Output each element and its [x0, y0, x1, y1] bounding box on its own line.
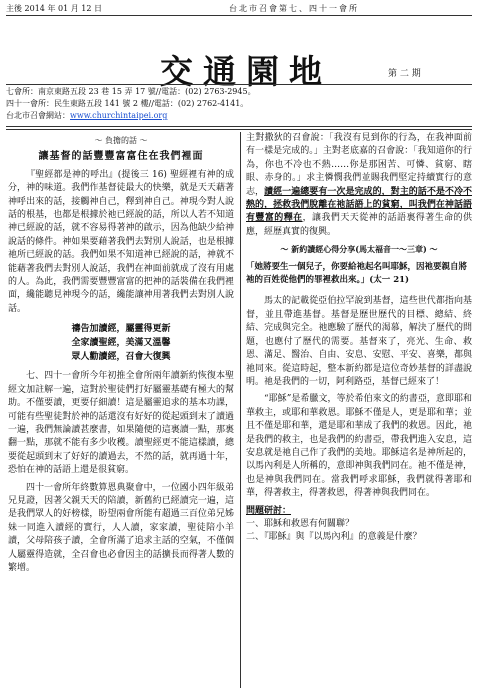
- paragraph: 七、四十一會所今年初推全會所兩年讀新約恢復本聖經文加註解一遍，這對於聖徒們打好屬靈基礎有極大的幫助。不僅要讀，更要仔細讀！這是屬靈追求的基本功課，可能有些聖徒對於神的話還沒有好好的從起頭到末了讀過一遍，我們無論讀甚麼書，如果隨便的這裏讀一點，那裏翻一點，那就不能有多少收穫。讀聖經更不能這樣讀，總要從起頭到末了好好的讀過去，不然的話，就再過十年，恐怕在神的話語上還是很貧窮。: [8, 371, 234, 476]
- church-name: 台北市召會第七、四十一會所: [229, 3, 359, 13]
- highlighted-text: 讀經一遍總要有一次是完成的，對主的話不是不冷不熱的，拯救我們脫離在祂話語上的貧窮，叫我們在神話語有豐富的釋在: [246, 186, 472, 224]
- scripture-quote: 「她將要生一個兒子，你要給祂起名叫耶穌，因祂要親自將祂的百姓從他們的罪裡救出來。」(太一 21): [246, 261, 468, 286]
- paragraph: “耶穌”是希臘文，等於希伯來文的約書亞，意即耶和華救主，或耶和華救恩。耶穌不僅是人，更是耶和華；並且不僅是耶和華，還是耶和華成了我們的救恩。因此，祂是我們的救主，也是我們的約書亞，帶我們進入安息，這安息就是祂自己作了我們的美地。耶穌這名是神所起的，以馬內利是人所稱的，意即神與我們同在。祂不僅是神，也是神與我們同在。當我們呼求耶穌，我們就得著耶和華，得著救主，得著救恩，得著神與我們同在。: [246, 394, 472, 499]
- left-column: [8, 132, 234, 579]
- address-hall-41: 四十一會所：民生東路五段 141 號 2 樓//電話：(02) 2762-4141。: [6, 99, 249, 108]
- slogan-line: 全家讀聖經，美滿又溫馨: [71, 338, 171, 349]
- newsletter-title: 交通園地: [160, 52, 332, 91]
- section-title-burden: ～ 負擔的話 ～: [94, 136, 148, 145]
- website-link[interactable]: www.churchintaipei.org: [70, 111, 168, 120]
- questions-heading: 問題研討：: [246, 505, 292, 516]
- slogan-line: 眾人勸讀經，召會大復興: [71, 352, 171, 363]
- paragraph-text: 主對撒狄的召會說：「我沒有見到你的行為，在我神面前有一樣是完成的。」主對老底嘉的召會說：「我知道你的行為，你也不冷也不熱……你是那困苦、可憐、貧窮、瞎眼、赤身的。」求主憐憫我們並賜我們堅定持續實行的意志，: [246, 133, 472, 197]
- divider: [6, 126, 472, 127]
- address-hall-7: 七會所：南京東路五段 23 巷 15 弄 17 號//電話：(02) 2763-2945。: [6, 87, 256, 96]
- divider: [6, 15, 472, 16]
- slogan-block: [8, 322, 234, 364]
- issue-number: 第 二 期: [388, 69, 421, 79]
- paragraph-text: ，讓我們天天從神的話語裏得著生命的供應，經歷真實的復興。: [246, 213, 472, 237]
- issue-date: 主後 2014 年 01 月 12 日: [6, 3, 102, 13]
- column-divider: [240, 132, 241, 688]
- section-title-sharing: ～ 新約讀經心得分享(馬太福音一～三章) ～: [280, 244, 438, 255]
- divider: [6, 129, 472, 130]
- right-column: [246, 132, 472, 545]
- header-bar: [6, 2, 472, 14]
- website-label: 台北市召會網站：: [6, 111, 70, 120]
- divider: [6, 84, 472, 85]
- slogan-line: 禱告加讀經，屬靈得更新: [71, 324, 171, 335]
- paragraph: 馬太的記載從亞伯拉罕說到基督，這些世代都指向基督，並且帶進基督。基督是歷世歷代的目標、總結、終結、完成與完全。祂應驗了歷代的渴慕，解決了歷代的問題，也應付了歷代的需要。基督來了，亮光、生命、救恩、滿足、醫治、自由、安息、安慰、平安、喜樂，都與祂同來。從這時起，整本新約都是這位奇妙基督的詳盡說明。祂是我們的一切，阿利路亞，基督已經來了！: [246, 296, 472, 387]
- article-headline: 讓基督的話豐豐富富住在我們裡面: [38, 151, 204, 163]
- question-item: 一、耶穌和救恩有何關聯？: [246, 518, 355, 529]
- paragraph: [246, 132, 472, 239]
- website-line: [6, 110, 167, 122]
- paragraph: 四十一會所年終數算恩典聚會中，一位國小四年級弟兄見證，因著父親天天的陪讀，新舊約已經讀完一遍，這是我們眾人的好榜樣，盼望兩會所能有超過三百位弟兄姊妹一同進入讀經的實行，人人讀，家家讀，聖徒陪小羊讀，父母陪孩子讀，全會所滿了追求主話的空氣，不僅個人屬靈得造就，全召會也必會因主的話擴長而得著人數的繁增。: [8, 482, 234, 573]
- paragraph: 『聖經都是神的呼出』(提後三 16) 聖經裡有神的成分，神的味道。我們作基督徒最大的快樂，就是天天藉著神呼出來的話，接觸神自己，釋到神自己。神現今對人說話的根基，也都是根據於祂已經說的話，所以人若不知道神已經說的話，就不容易得著神的啟示，因為他缺少給神說話的條件。神如果要藉著我們去對別人說話，也是根據祂所已經說的話。我們如果不知道神已經說的話，神就不能藉著我們去對別人說話，我們在神面前就成了沒有用處的人。為此，我們需要豐豐富富的把神的話裝備在我們裡面，纔能聽見神現今的話，纔能讓神用著我們去對別人說話。: [8, 169, 234, 314]
- question-item: 二、『耶穌』與『以馬內利』的意義是什麼？: [246, 532, 422, 543]
